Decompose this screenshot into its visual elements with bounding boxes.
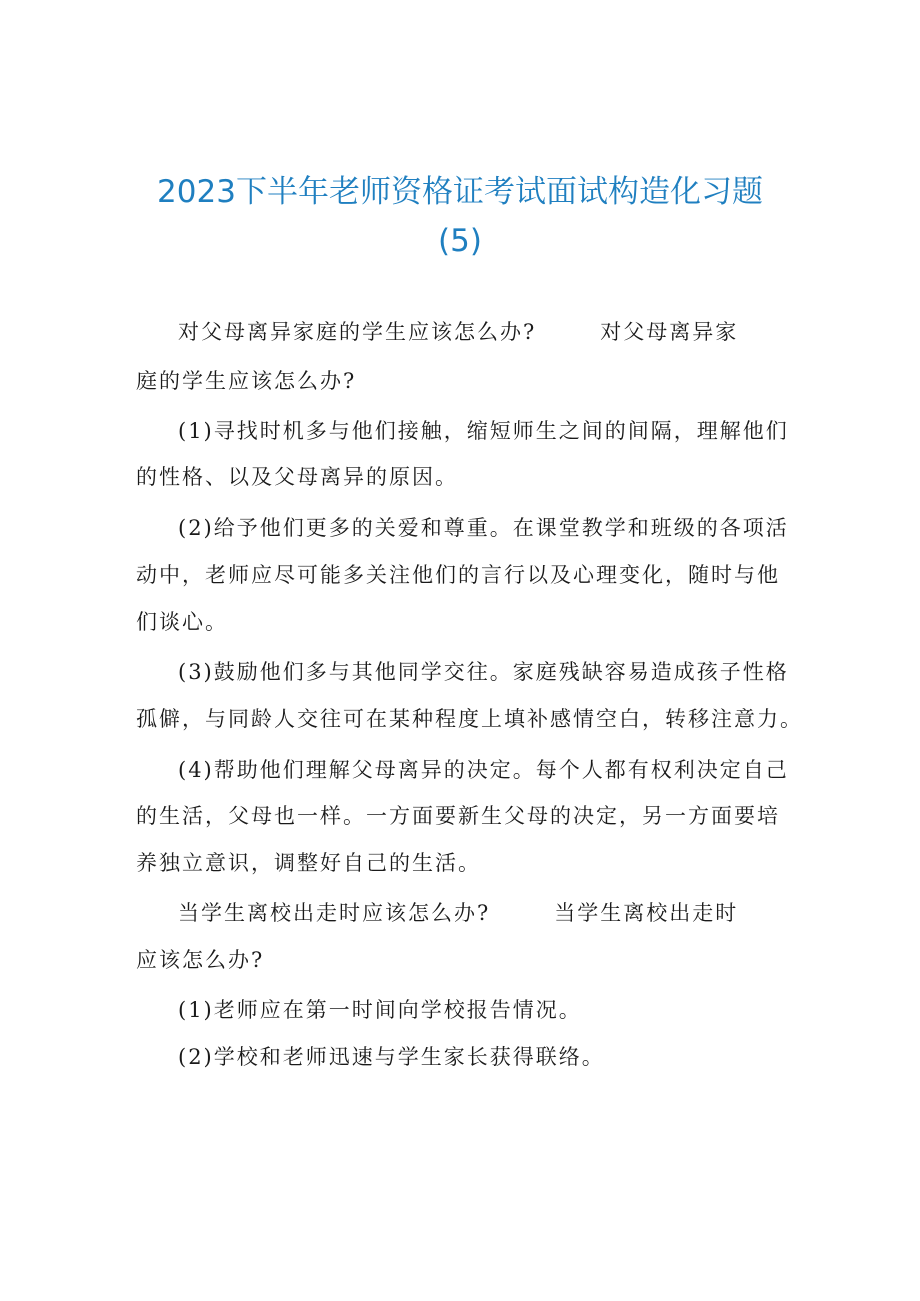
question-1-line-1 bbox=[178, 318, 738, 346]
document-title-line-2: (5) bbox=[438, 223, 482, 259]
document-title-line-1: 2023下半年老师资格证考试面试构造化习题 bbox=[157, 174, 763, 210]
question-1-repeat-text: 对父母离异家 bbox=[600, 320, 739, 344]
question-2-text: 当学生离校出走时应该怎么办? bbox=[178, 901, 491, 925]
answer-1-point-4-line-2: 的生活，父母也一样。一方面要新生父母的决定，另一方面要培 bbox=[136, 804, 780, 828]
answer-1-point-4-line-3: 养独立意识，调整好自己的生活。 bbox=[136, 851, 481, 875]
answer-1-point-3-line-2: 孤僻，与同龄人交往可在某种程度上填补感情空白，转移注意力。 bbox=[136, 707, 803, 731]
answer-1-point-2-line-3: 们谈心。 bbox=[136, 610, 228, 634]
answer-1-point-4-line-1: (4)帮助他们理解父母离异的决定。每个人都有权利决定自己 bbox=[178, 758, 789, 782]
answer-1-point-2-line-1: (2)给予他们更多的关爱和尊重。在课堂教学和班级的各项活 bbox=[178, 516, 789, 540]
question-1-text: 对父母离异家庭的学生应该怎么办? bbox=[178, 320, 537, 344]
question-2-repeat-text: 当学生离校出走时 bbox=[554, 901, 739, 925]
answer-1-point-1-line-1: (1)寻找时机多与他们接触，缩短师生之间的间隔，理解他们 bbox=[178, 419, 789, 443]
question-2-line-1 bbox=[178, 899, 738, 927]
question-2-line-2: 应该怎么办? bbox=[136, 948, 265, 972]
answer-2-point-1: (1)老师应在第一时间向学校报告情况。 bbox=[178, 998, 582, 1022]
answer-1-point-2-line-2: 动中，老师应尽可能多关注他们的言行以及心理变化，随时与他 bbox=[136, 563, 780, 587]
question-1-line-2: 庭的学生应该怎么办? bbox=[136, 369, 357, 393]
answer-2-point-2: (2)学校和老师迅速与学生家长获得联络。 bbox=[178, 1045, 605, 1069]
answer-1-point-1-line-2: 的性格、以及父母离异的原因。 bbox=[136, 465, 458, 489]
answer-1-point-3-line-1: (3)鼓励他们多与其他同学交往。家庭残缺容易造成孩子性格 bbox=[178, 660, 789, 684]
